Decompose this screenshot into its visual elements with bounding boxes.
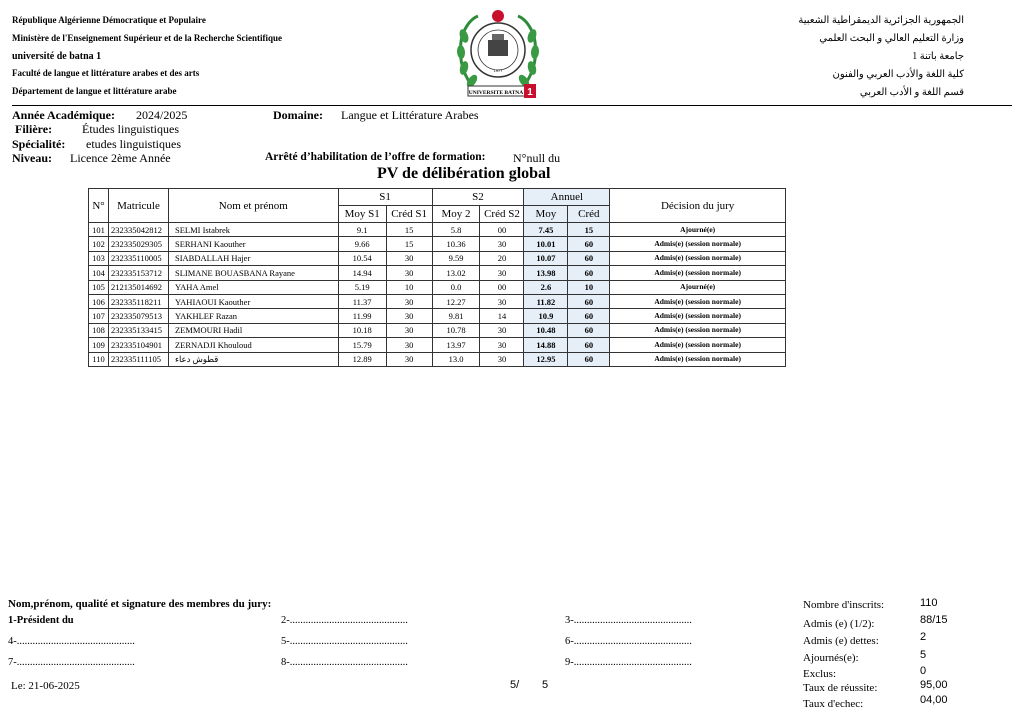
cell-cred-s2: 30 [480, 294, 524, 308]
cell-decision: Admis(e) (session normale) [610, 251, 786, 265]
cell-moy-2: 10.36 [432, 237, 480, 251]
cell-moy-s1: 10.18 [338, 323, 386, 337]
cell-moy-s1: 10.54 [338, 251, 386, 265]
cell-decision: Admis(e) (session normale) [610, 323, 786, 337]
cell-cred-s2: 30 [480, 266, 524, 280]
logo-caption: UNIVERSITE BATNA [468, 90, 524, 96]
cell-moy-2: 10.78 [432, 323, 480, 337]
cell-num: 107 [89, 309, 109, 323]
cell-matricule: 232335042812 [108, 223, 168, 237]
deliberation-table [88, 188, 786, 367]
cell-matricule: 232335111105 [108, 352, 168, 366]
cell-nom: YAHIAOUI Kaouther [168, 294, 338, 308]
cell-cred: 60 [568, 266, 610, 280]
specialite-value: etudes linguistiques [86, 137, 181, 151]
jury-member-1: 1-Président du [8, 615, 74, 626]
stat-value-exclus: 0 [920, 665, 927, 677]
niveau-label: Niveau: [12, 151, 52, 165]
jury-title: Nom,prénom, qualité et signature des membres du jury: [8, 598, 272, 610]
col-moy-2: Moy 2 [432, 206, 480, 223]
cell-cred: 15 [568, 223, 610, 237]
table-row [89, 309, 786, 323]
header-faculty-ar: كلية اللغة والأدب العربي والفنون [832, 69, 964, 80]
cell-cred-s1: 30 [386, 338, 432, 352]
stat-value-echec: 04,00 [920, 694, 948, 706]
cell-moy-2: 13.0 [432, 352, 480, 366]
cell-moy-2: 0.0 [432, 280, 480, 294]
col-decision: Décision du jury [610, 189, 786, 223]
cell-moy: 12.95 [524, 352, 568, 366]
stat-value-inscrits: 110 [920, 597, 938, 609]
cell-matricule: 232335118211 [108, 294, 168, 308]
annee-value: 2024/2025 [136, 108, 188, 122]
stat-label-admis: Admis (e) (1/2): [803, 618, 875, 630]
footer-total: 5 [542, 679, 549, 691]
page-title: PV de délibération global [377, 165, 551, 182]
cell-cred-s1: 30 [386, 266, 432, 280]
cell-cred-s2: 30 [480, 338, 524, 352]
table-row [89, 251, 786, 265]
stat-value-reussite: 95,00 [920, 679, 948, 691]
footer-date: Le: 21-06-2025 [11, 680, 80, 692]
cell-nom: SERHANI Kaouther [168, 237, 338, 251]
cell-cred-s2: 30 [480, 323, 524, 337]
cell-moy: 7.45 [524, 223, 568, 237]
col-matricule: Matricule [108, 189, 168, 223]
cell-num: 105 [89, 280, 109, 294]
cell-moy: 14.88 [524, 338, 568, 352]
cell-matricule: 232335079513 [108, 309, 168, 323]
table-row [89, 223, 786, 237]
cell-moy-2: 9.59 [432, 251, 480, 265]
cell-num: 110 [89, 352, 109, 366]
cell-matricule: 232335110005 [108, 251, 168, 265]
stat-label-dettes: Admis (e) dettes: [803, 635, 879, 647]
cell-moy-2: 5.8 [432, 223, 480, 237]
cell-cred-s2: 14 [480, 309, 524, 323]
cell-cred-s2: 00 [480, 223, 524, 237]
stat-value-dettes: 2 [920, 631, 927, 643]
cell-cred: 60 [568, 338, 610, 352]
header-divider [12, 105, 1012, 106]
stat-label-inscrits: Nombre d'inscrits: [803, 599, 885, 611]
cell-moy-s1: 12.89 [338, 352, 386, 366]
cell-num: 104 [89, 266, 109, 280]
table-row [89, 323, 786, 337]
cell-nom: ZEMMOURI Hadil [168, 323, 338, 337]
cell-cred: 10 [568, 280, 610, 294]
cell-nom: ZERNADJI Khouloud [168, 338, 338, 352]
stat-value-ajournes: 5 [920, 649, 927, 661]
arrete-value: N°null du [513, 151, 561, 165]
domaine-value: Langue et Littérature Arabes [341, 108, 479, 122]
cell-moy: 11.82 [524, 294, 568, 308]
header-department: Département de langue et littérature arabe [12, 86, 177, 96]
filiere-value: Études linguistiques [82, 122, 179, 136]
arrete-label: Arrêté d’habilitation de l’offre de formation: [265, 151, 486, 163]
jury-member-8: 8-............................................. [281, 657, 408, 668]
cell-moy-s1: 11.37 [338, 294, 386, 308]
cell-cred-s2: 30 [480, 237, 524, 251]
university-logo [452, 6, 544, 102]
cell-moy-s1: 15.79 [338, 338, 386, 352]
cell-cred-s1: 30 [386, 294, 432, 308]
cell-nom: SIABDALLAH Hajer [168, 251, 338, 265]
jury-member-2: 2-............................................. [281, 615, 408, 626]
cell-cred-s2: 00 [480, 280, 524, 294]
footer-page: 5/ [510, 679, 520, 691]
col-moy: Moy [524, 206, 568, 223]
cell-moy-s1: 9.1 [338, 223, 386, 237]
cell-cred: 60 [568, 323, 610, 337]
jury-member-3: 3-............................................. [565, 615, 692, 626]
col-s1: S1 [338, 189, 432, 206]
cell-cred-s1: 30 [386, 251, 432, 265]
table-row [89, 294, 786, 308]
specialite-label: Spécialité: [12, 137, 66, 151]
cell-nom: SLIMANE BOUASBANA Rayane [168, 266, 338, 280]
logo-number: 1 [527, 87, 533, 98]
stat-value-admis: 88/15 [920, 614, 948, 626]
cell-cred-s2: 30 [480, 352, 524, 366]
filiere-label: Filière: [15, 122, 53, 136]
header-republic: République Algérienne Démocratique et Populaire [12, 15, 206, 25]
cell-moy-2: 13.97 [432, 338, 480, 352]
domaine-label: Domaine: [273, 108, 323, 122]
table-row [89, 280, 786, 294]
cell-matricule: 232335104901 [108, 338, 168, 352]
cell-cred-s1: 10 [386, 280, 432, 294]
cell-nom: YAKHLEF Razan [168, 309, 338, 323]
cell-decision: Ajourné(e) [610, 223, 786, 237]
stat-label-reussite: Taux de réussite: [803, 682, 878, 694]
cell-nom: قطوش دعاء [168, 352, 338, 366]
cell-cred-s1: 30 [386, 352, 432, 366]
jury-member-7: 7-............................................. [8, 657, 135, 668]
cell-moy: 2.6 [524, 280, 568, 294]
cell-moy-2: 12.27 [432, 294, 480, 308]
header-faculty: Faculté de langue et littérature arabes et des arts [12, 68, 200, 78]
cell-decision: Admis(e) (session normale) [610, 294, 786, 308]
cell-nom: SELMI Istabrek [168, 223, 338, 237]
cell-matricule: 212135014692 [108, 280, 168, 294]
cell-num: 108 [89, 323, 109, 337]
niveau-value: Licence 2ème Année [70, 151, 171, 165]
stat-label-ajournes: Ajournés(e): [803, 652, 859, 664]
header-university-ar: جامعة باتنة 1 [912, 51, 964, 62]
cell-cred-s1: 15 [386, 237, 432, 251]
col-s2: S2 [432, 189, 524, 206]
cell-moy: 13.98 [524, 266, 568, 280]
cell-num: 102 [89, 237, 109, 251]
col-cred-s2: Créd S2 [480, 206, 524, 223]
cell-num: 101 [89, 223, 109, 237]
cell-moy-s1: 9.66 [338, 237, 386, 251]
cell-moy-s1: 14.94 [338, 266, 386, 280]
jury-member-9: 9-............................................. [565, 657, 692, 668]
stat-label-echec: Taux d'echec: [803, 698, 864, 710]
cell-cred: 60 [568, 294, 610, 308]
table-row [89, 338, 786, 352]
cell-cred-s2: 20 [480, 251, 524, 265]
col-annuel: Annuel [524, 189, 610, 206]
cell-decision: Admis(e) (session normale) [610, 352, 786, 366]
cell-num: 106 [89, 294, 109, 308]
cell-decision: Admis(e) (session normale) [610, 338, 786, 352]
cell-moy-s1: 11.99 [338, 309, 386, 323]
header-ministry-ar: وزارة التعليم العالي و البحث العلمي [819, 33, 964, 44]
col-cred-s1: Créd S1 [386, 206, 432, 223]
cell-num: 103 [89, 251, 109, 265]
header-department-ar: قسم اللغة و الأدب العربي [859, 87, 964, 98]
cell-cred-s1: 30 [386, 323, 432, 337]
logo-year: 1977 [493, 68, 503, 73]
cell-cred: 60 [568, 309, 610, 323]
jury-member-6: 6-............................................. [565, 636, 692, 647]
header-republic-ar: الجمهورية الجزائرية الديمقراطية الشعبية [798, 15, 964, 26]
jury-member-5: 5-............................................. [281, 636, 408, 647]
cell-cred: 60 [568, 352, 610, 366]
cell-decision: Admis(e) (session normale) [610, 266, 786, 280]
table-row [89, 352, 786, 366]
cell-moy-2: 13.02 [432, 266, 480, 280]
cell-matricule: 232335029305 [108, 237, 168, 251]
col-num: N° [89, 189, 109, 223]
cell-matricule: 232335133415 [108, 323, 168, 337]
col-nom: Nom et prénom [168, 189, 338, 223]
jury-member-4: 4-............................................. [8, 636, 135, 647]
cell-nom: YAHA Amel [168, 280, 338, 294]
cell-decision: Ajourné(e) [610, 280, 786, 294]
cell-moy: 10.48 [524, 323, 568, 337]
cell-moy-s1: 5.19 [338, 280, 386, 294]
cell-decision: Admis(e) (session normale) [610, 309, 786, 323]
stat-label-exclus: Exclus: [803, 668, 836, 680]
table-row [89, 266, 786, 280]
cell-cred: 60 [568, 237, 610, 251]
table-row [89, 237, 786, 251]
cell-cred-s1: 15 [386, 223, 432, 237]
cell-num: 109 [89, 338, 109, 352]
cell-moy-2: 9.81 [432, 309, 480, 323]
annee-label: Année Académique: [12, 108, 115, 122]
header-university: université de batna 1 [12, 51, 102, 62]
cell-moy: 10.01 [524, 237, 568, 251]
cell-moy: 10.07 [524, 251, 568, 265]
cell-matricule: 232335153712 [108, 266, 168, 280]
cell-decision: Admis(e) (session normale) [610, 237, 786, 251]
col-moy-s1: Moy S1 [338, 206, 386, 223]
cell-moy: 10.9 [524, 309, 568, 323]
cell-cred-s1: 30 [386, 309, 432, 323]
col-cred: Créd [568, 206, 610, 223]
cell-cred: 60 [568, 251, 610, 265]
header-ministry: Ministère de l'Enseignement Supérieur et de la Recherche Scientifique [12, 33, 282, 43]
